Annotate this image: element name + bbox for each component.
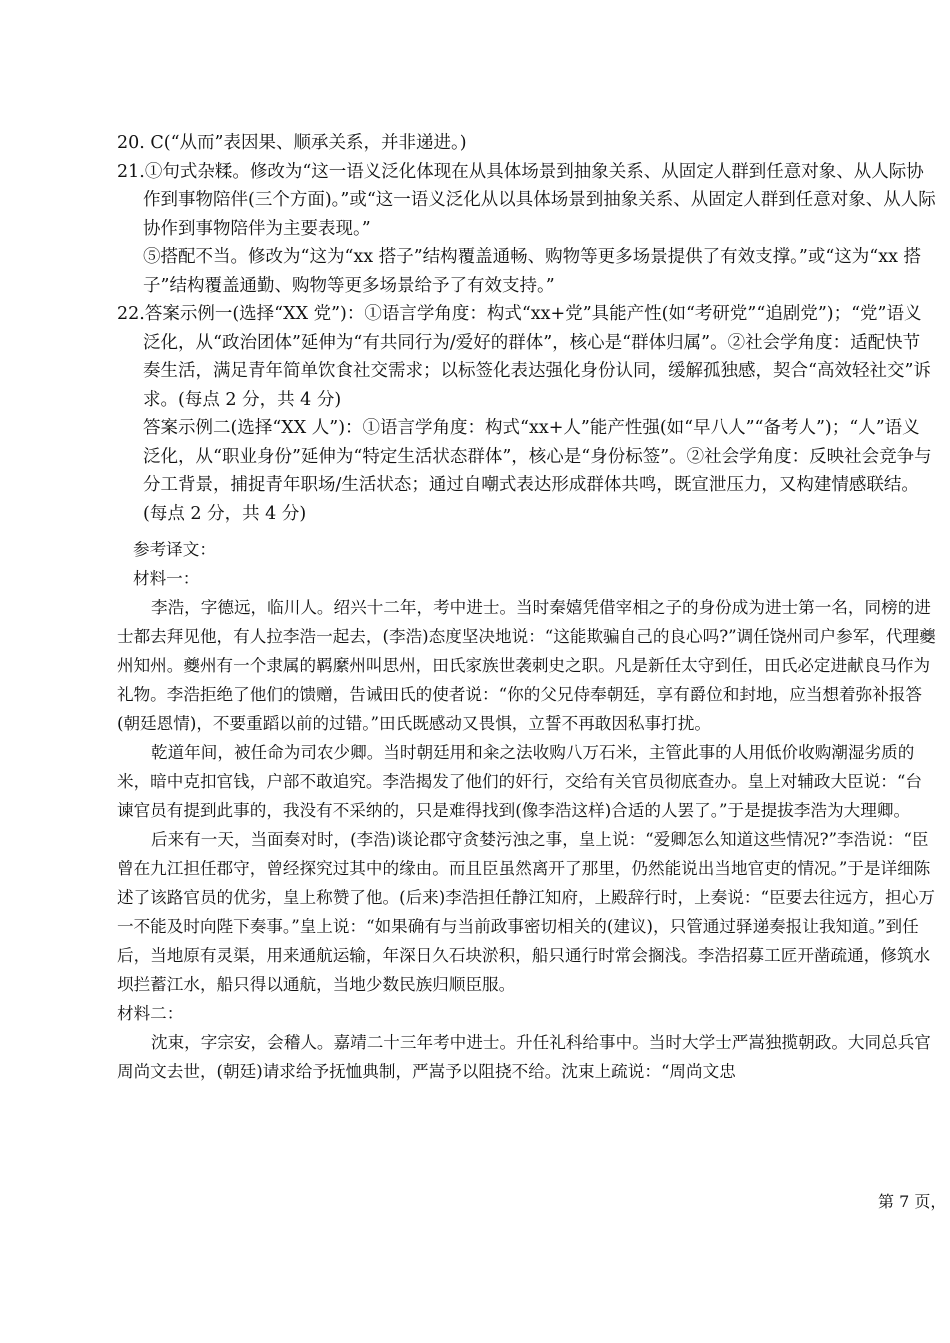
answer-q22-example2: 答案示例二(选择“XX 人”)：①语言学角度：构式“xx+人”能产性强(如“早八人”“备考人”)；“人”语义泛化，从“职业身份”延伸为“特定生活状态群体”，核心是“身份标签”。②社会学角度：反映社会竞争与分工背景，捕捉青年职场/生活状态；通过自嘲式表达形成群体共鸣，既宣泄压力，又构建情感联结。(每点 2 分，共 4 分): [143, 418, 932, 524]
material1-paragraph-2: 乾道年间，被任命为司农少卿。当时朝廷用和籴之法收购八万石米，主管此事的人用低价收购潮湿劣质的米，暗中克扣官钱，户部不敢追究。李浩揭发了他们的奸行，交给有关官员彻底查办。皇上对辅政大臣说：“台谏官员有提到此事的，我没有不采纳的，只是难得找到(像李浩这样)合适的人罢了。”于是提拔李浩为大理卿。: [117, 743, 922, 820]
material1-paragraph-3: 后来有一天，当面奏对时，(李浩)谈论郡守贪婪污浊之事，皇上说：“爱卿怎么知道这些情况?”李浩说：“臣曾在九江担任郡守，曾经探究过其中的缘由。而且臣虽然离开了那里，仍然能说出当地官吏的情况。”于是详细陈述了该路官员的优劣，皇上称赞了他。(后来)李浩担任静江知府，上殿辞行时，上奏说：“臣要去往远方，担心万一不能及时向陛下奏事。”皇上说：“如果确有与当前政事密切相关的(建议)，只管通过驿递奏报让我知道。”到任后，当地原有灵渠，用来通航运输，年深日久石块淤积，船只通行时常会搁浅。李浩招募工匠开凿疏通，修筑水坝拦蓄江水，船只得以通航，当地少数民族归顺臣服。: [117, 830, 935, 994]
translation-heading: 参考译文：: [133, 540, 216, 559]
answer-q21-main: 21.①句式杂糅。修改为“这一语义泛化体现在从具体场景到抽象关系、从固定人群到任意对象、从人际协作到事物陪伴(三个方面)。”或“这一语义泛化从以具体场景到抽象关系、从固定人群到任意对象、从人际协作到事物陪伴为主要表现。”: [117, 161, 936, 239]
translation-section: [117, 535, 937, 1086]
answer-q22-example1: 22.答案示例一(选择“XX 党”)：①语言学角度：构式“xx+党”具能产性(如“考研党”“追剧党”)；“党”语义泛化，从“政治团体”延伸为“有共同行为/爱好的群体”，核心是“群体归属”。②社会学角度：适配快节奏生活，满足青年简单饮食社交需求；以标签化表达强化身份认同，缓解孤独感，契合“高效轻社交”诉求。(每点 2 分，共 4 分): [117, 304, 931, 410]
material2-label: 材料二：: [117, 1004, 184, 1023]
answer-q21-sub: ⑤搭配不当。修改为“这为“xx 搭子”结构覆盖通畅、购物等更多场景提供了有效支撑。”或“这为“xx 搭子”结构覆盖通勤、购物等更多场景给予了有效支持。”: [143, 247, 922, 296]
material1-label: 材料一：: [133, 569, 200, 588]
page-number: 第 7 页，: [878, 1192, 947, 1211]
material1-paragraph-1: 李浩，字德远，临川人。绍兴十二年，考中进士。当时秦嬉凭借宰相之子的身份成为进士第一名，同榜的进士都去拜见他，有人拉李浩一起去，(李浩)态度坚决地说：“这能欺骗自己的良心吗?”调任饶州司户参军，代理夔州知州。夔州有一个隶属的羁縻州叫思州，田氏家族世袭刺史之职。凡是新任太守到任，田氏必定进献良马作为礼物。李浩拒绝了他们的馈赠，告诫田氏的使者说：“你的父兄侍奉朝廷，享有爵位和封地，应当想着弥补报答(朝廷恩情)，不要重蹈以前的过错。”田氏既感动又畏惧，立誓不再敢因私事打扰。: [117, 598, 936, 733]
answer-section: [117, 129, 937, 528]
material2-paragraph-1: 沈束，字宗安，会稽人。嘉靖二十三年考中进士。升任礼科给事中。当时大学士严嵩独揽朝政。大同总兵官周尚文去世，(朝廷)请求给予抚恤典制，严嵩予以阻挠不给。沈束上疏说：“周尚文忠: [117, 1033, 931, 1081]
answer-q20: 20. C(“从而”表因果、顺承关系，并非递进。): [117, 133, 467, 153]
